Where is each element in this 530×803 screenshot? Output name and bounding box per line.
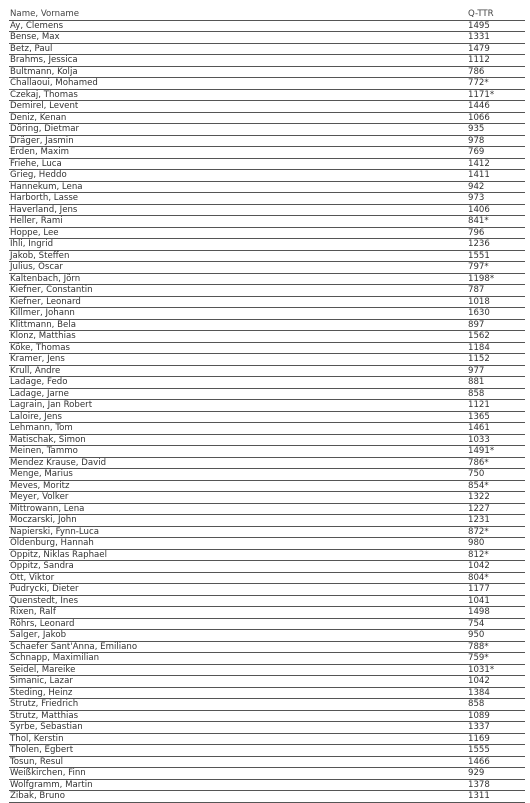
player-name-cell: Friehe, Luca	[9, 158, 467, 170]
qttr-value-cell: 942	[467, 181, 525, 193]
player-name-cell: Deniz, Kenan	[9, 112, 467, 124]
player-name-cell: Oppitz, Sandra	[9, 561, 467, 573]
qttr-value-cell: 935	[467, 124, 525, 136]
table-row	[9, 561, 525, 573]
table-row	[9, 55, 525, 67]
table-row	[9, 20, 525, 32]
table-row	[9, 331, 525, 343]
qttr-value-cell: 858	[467, 699, 525, 711]
qttr-value-cell: 1365	[467, 411, 525, 423]
table-row	[9, 181, 525, 193]
table-row	[9, 745, 525, 757]
qttr-value-cell: 787	[467, 285, 525, 297]
table-row	[9, 89, 525, 101]
player-name-cell: Ay, Clemens	[9, 20, 467, 32]
qttr-value-cell: 1322	[467, 492, 525, 504]
qttr-value-cell: 1551	[467, 250, 525, 262]
table-row	[9, 434, 525, 446]
player-name-cell: Bense, Max	[9, 32, 467, 44]
qttr-value-cell: 1446	[467, 101, 525, 113]
table-row	[9, 319, 525, 331]
qttr-value-cell: 1041	[467, 595, 525, 607]
qttr-value-cell: 1491*	[467, 446, 525, 458]
player-name-cell: Napierski, Fynn-Luca	[9, 526, 467, 538]
player-name-cell: Kaltenbach, Jörn	[9, 273, 467, 285]
player-name-cell: Dräger, Jasmin	[9, 135, 467, 147]
player-name-cell: Kiefner, Constantin	[9, 285, 467, 297]
table-row	[9, 710, 525, 722]
qttr-value-cell: 769	[467, 147, 525, 159]
player-name-cell: Hannekum, Lena	[9, 181, 467, 193]
table-row	[9, 285, 525, 297]
table-row	[9, 124, 525, 136]
player-name-cell: Lagrain, Jan Robert	[9, 400, 467, 412]
player-name-cell: Kiefner, Leonard	[9, 296, 467, 308]
player-name-cell: Steding, Heinz	[9, 687, 467, 699]
qttr-value-cell: 788*	[467, 641, 525, 653]
table-row	[9, 354, 525, 366]
qttr-value-cell: 1198*	[467, 273, 525, 285]
qttr-value-cell: 1042	[467, 676, 525, 688]
table-row	[9, 193, 525, 205]
player-name-cell: Mendez Krause, David	[9, 457, 467, 469]
table-row	[9, 515, 525, 527]
qttr-value-cell: 1378	[467, 779, 525, 791]
qttr-value-cell: 796	[467, 227, 525, 239]
qttr-value-cell: 1231	[467, 515, 525, 527]
table-row	[9, 699, 525, 711]
qttr-value-cell: 754	[467, 618, 525, 630]
player-name-cell: Ladage, Fedo	[9, 377, 467, 389]
table-row	[9, 664, 525, 676]
player-name-cell: Wolfgramm, Martin	[9, 779, 467, 791]
qttr-value-cell: 1089	[467, 710, 525, 722]
qttr-value-cell: 1555	[467, 745, 525, 757]
table-row	[9, 66, 525, 78]
ranking-sheet	[9, 9, 525, 803]
player-name-cell: Ihli, Ingrid	[9, 239, 467, 251]
table-row	[9, 262, 525, 274]
qttr-value-cell: 1466	[467, 756, 525, 768]
player-name-cell: Jakob, Steffen	[9, 250, 467, 262]
table-row	[9, 722, 525, 734]
qttr-value-cell: 759*	[467, 653, 525, 665]
qttr-value-cell: 977	[467, 365, 525, 377]
table-row	[9, 469, 525, 481]
player-name-cell: Heller, Rami	[9, 216, 467, 228]
player-name-cell: Mittrowann, Lena	[9, 503, 467, 515]
qttr-value-cell: 797*	[467, 262, 525, 274]
table-row	[9, 43, 525, 55]
table-row	[9, 492, 525, 504]
table-row	[9, 779, 525, 791]
player-name-cell: Hoppe, Lee	[9, 227, 467, 239]
qttr-value-cell: 1031*	[467, 664, 525, 676]
player-name-cell: Syrbe, Sebastian	[9, 722, 467, 734]
qttr-value-cell: 1152	[467, 354, 525, 366]
qttr-value-cell: 1311	[467, 791, 525, 803]
table-row	[9, 653, 525, 665]
qttr-value-cell: 772*	[467, 78, 525, 90]
player-name-cell: Ladage, Jarne	[9, 388, 467, 400]
qttr-value-cell: 1112	[467, 55, 525, 67]
player-name-cell: Ott, Viktor	[9, 572, 467, 584]
player-name-cell: Salger, Jakob	[9, 630, 467, 642]
qttr-value-cell: 929	[467, 768, 525, 780]
player-name-cell: Simanic, Lazar	[9, 676, 467, 688]
player-name-cell: Bultmann, Kolja	[9, 66, 467, 78]
table-row	[9, 273, 525, 285]
qttr-value-cell: 1042	[467, 561, 525, 573]
table-row	[9, 342, 525, 354]
qttr-value-cell: 1177	[467, 584, 525, 596]
player-name-cell: Weißkirchen, Finn	[9, 768, 467, 780]
player-name-cell: Killmer, Johann	[9, 308, 467, 320]
qttr-value-cell: 950	[467, 630, 525, 642]
player-name-cell: Grieg, Heddo	[9, 170, 467, 182]
qttr-value-cell: 973	[467, 193, 525, 205]
player-name-cell: Oppitz, Niklas Raphael	[9, 549, 467, 561]
qttr-value-cell: 1479	[467, 43, 525, 55]
qttr-value-cell: 1331	[467, 32, 525, 44]
qttr-value-cell: 1033	[467, 434, 525, 446]
table-row	[9, 32, 525, 44]
qttr-value-cell: 1384	[467, 687, 525, 699]
player-name-cell: Oldenburg, Hannah	[9, 538, 467, 550]
qttr-value-cell: 812*	[467, 549, 525, 561]
table-row	[9, 756, 525, 768]
table-row	[9, 503, 525, 515]
qttr-value-cell: 1121	[467, 400, 525, 412]
player-name-cell: Brahms, Jessica	[9, 55, 467, 67]
qttr-value-cell: 786*	[467, 457, 525, 469]
player-name-cell: Strutz, Friedrich	[9, 699, 467, 711]
table-row	[9, 135, 525, 147]
qttr-value-cell: 804*	[467, 572, 525, 584]
qttr-value-cell: 1562	[467, 331, 525, 343]
table-row	[9, 365, 525, 377]
player-name-cell: Krull, Andre	[9, 365, 467, 377]
player-name-cell: Meves, Moritz	[9, 480, 467, 492]
player-name-cell: Pudrycki, Dieter	[9, 584, 467, 596]
qttr-value-cell: 978	[467, 135, 525, 147]
player-name-cell: Thol, Kerstin	[9, 733, 467, 745]
player-name-cell: Menge, Marius	[9, 469, 467, 481]
player-name-cell: Betz, Paul	[9, 43, 467, 55]
player-name-cell: Moczarski, John	[9, 515, 467, 527]
player-name-cell: Schnapp, Maximilian	[9, 653, 467, 665]
player-name-cell: Schaefer Sant'Anna, Emiliano	[9, 641, 467, 653]
qttr-value-cell: 1227	[467, 503, 525, 515]
table-row	[9, 227, 525, 239]
qttr-value-cell: 881	[467, 377, 525, 389]
qttr-value-cell: 1630	[467, 308, 525, 320]
qttr-value-cell: 1406	[467, 204, 525, 216]
table-row	[9, 572, 525, 584]
table-header-row	[9, 9, 525, 20]
table-body	[9, 20, 525, 802]
player-name-cell: Röhrs, Leonard	[9, 618, 467, 630]
table-row	[9, 204, 525, 216]
table-row	[9, 768, 525, 780]
player-name-cell: Meinen, Tammo	[9, 446, 467, 458]
qttr-value-cell: 786	[467, 66, 525, 78]
player-name-cell: Haverland, Jens	[9, 204, 467, 216]
table-row	[9, 411, 525, 423]
qttr-value-cell: 841*	[467, 216, 525, 228]
table-row	[9, 687, 525, 699]
qttr-value-cell: 980	[467, 538, 525, 550]
player-name-cell: Laloire, Jens	[9, 411, 467, 423]
player-name-cell: Tholen, Egbert	[9, 745, 467, 757]
player-name-cell: Rixen, Ralf	[9, 607, 467, 619]
player-name-cell: Zibak, Bruno	[9, 791, 467, 803]
table-row	[9, 538, 525, 550]
qttr-value-cell: 897	[467, 319, 525, 331]
table-row	[9, 791, 525, 803]
table-row	[9, 216, 525, 228]
table-row	[9, 112, 525, 124]
qttr-value-cell: 1498	[467, 607, 525, 619]
player-name-cell: Erden, Maxim	[9, 147, 467, 159]
qttr-value-cell: 1461	[467, 423, 525, 435]
table-row	[9, 607, 525, 619]
table-row	[9, 480, 525, 492]
player-name-cell: Döring, Dietmar	[9, 124, 467, 136]
qttr-value-cell: 854*	[467, 480, 525, 492]
player-name-cell: Matischak, Simon	[9, 434, 467, 446]
player-name-cell: Lehmann, Tom	[9, 423, 467, 435]
qttr-value-cell: 1337	[467, 722, 525, 734]
table-row	[9, 308, 525, 320]
column-header-qttr: Q-TTR	[467, 9, 525, 20]
qttr-value-cell: 1171*	[467, 89, 525, 101]
table-row	[9, 296, 525, 308]
table-row	[9, 388, 525, 400]
table-row	[9, 584, 525, 596]
player-name-cell: Klonz, Matthias	[9, 331, 467, 343]
player-name-cell: Harborth, Lasse	[9, 193, 467, 205]
player-name-cell: Strutz, Matthias	[9, 710, 467, 722]
table-row	[9, 147, 525, 159]
table-row	[9, 457, 525, 469]
player-name-cell: Demirel, Levent	[9, 101, 467, 113]
table-row	[9, 549, 525, 561]
table-row	[9, 630, 525, 642]
table-row	[9, 526, 525, 538]
table-row	[9, 400, 525, 412]
qttr-value-cell: 1412	[467, 158, 525, 170]
table-row	[9, 618, 525, 630]
player-name-cell: Klittmann, Bela	[9, 319, 467, 331]
player-name-cell: Kramer, Jens	[9, 354, 467, 366]
qttr-value-cell: 872*	[467, 526, 525, 538]
table-row	[9, 641, 525, 653]
player-name-cell: Köke, Thomas	[9, 342, 467, 354]
player-name-cell: Julius, Oscar	[9, 262, 467, 274]
player-name-cell: Czekaj, Thomas	[9, 89, 467, 101]
qttr-value-cell: 1495	[467, 20, 525, 32]
table-row	[9, 733, 525, 745]
player-name-cell: Challaoui, Mohamed	[9, 78, 467, 90]
table-row	[9, 423, 525, 435]
qttr-value-cell: 1066	[467, 112, 525, 124]
qttr-value-cell: 858	[467, 388, 525, 400]
player-name-cell: Meyer, Volker	[9, 492, 467, 504]
table-row	[9, 78, 525, 90]
qttr-value-cell: 750	[467, 469, 525, 481]
qttr-value-cell: 1018	[467, 296, 525, 308]
column-header-name: Name, Vorname	[9, 9, 467, 20]
table-row	[9, 101, 525, 113]
player-name-cell: Quenstedt, Ines	[9, 595, 467, 607]
qttr-value-cell: 1184	[467, 342, 525, 354]
table-row	[9, 676, 525, 688]
player-name-cell: Seidel, Mareike	[9, 664, 467, 676]
qttr-value-cell: 1169	[467, 733, 525, 745]
table-row	[9, 170, 525, 182]
table-row	[9, 595, 525, 607]
table-row	[9, 250, 525, 262]
table-row	[9, 239, 525, 251]
table-row	[9, 158, 525, 170]
player-rating-table	[9, 9, 525, 803]
table-row	[9, 446, 525, 458]
table-row	[9, 377, 525, 389]
qttr-value-cell: 1236	[467, 239, 525, 251]
player-name-cell: Tosun, Resul	[9, 756, 467, 768]
qttr-value-cell: 1411	[467, 170, 525, 182]
